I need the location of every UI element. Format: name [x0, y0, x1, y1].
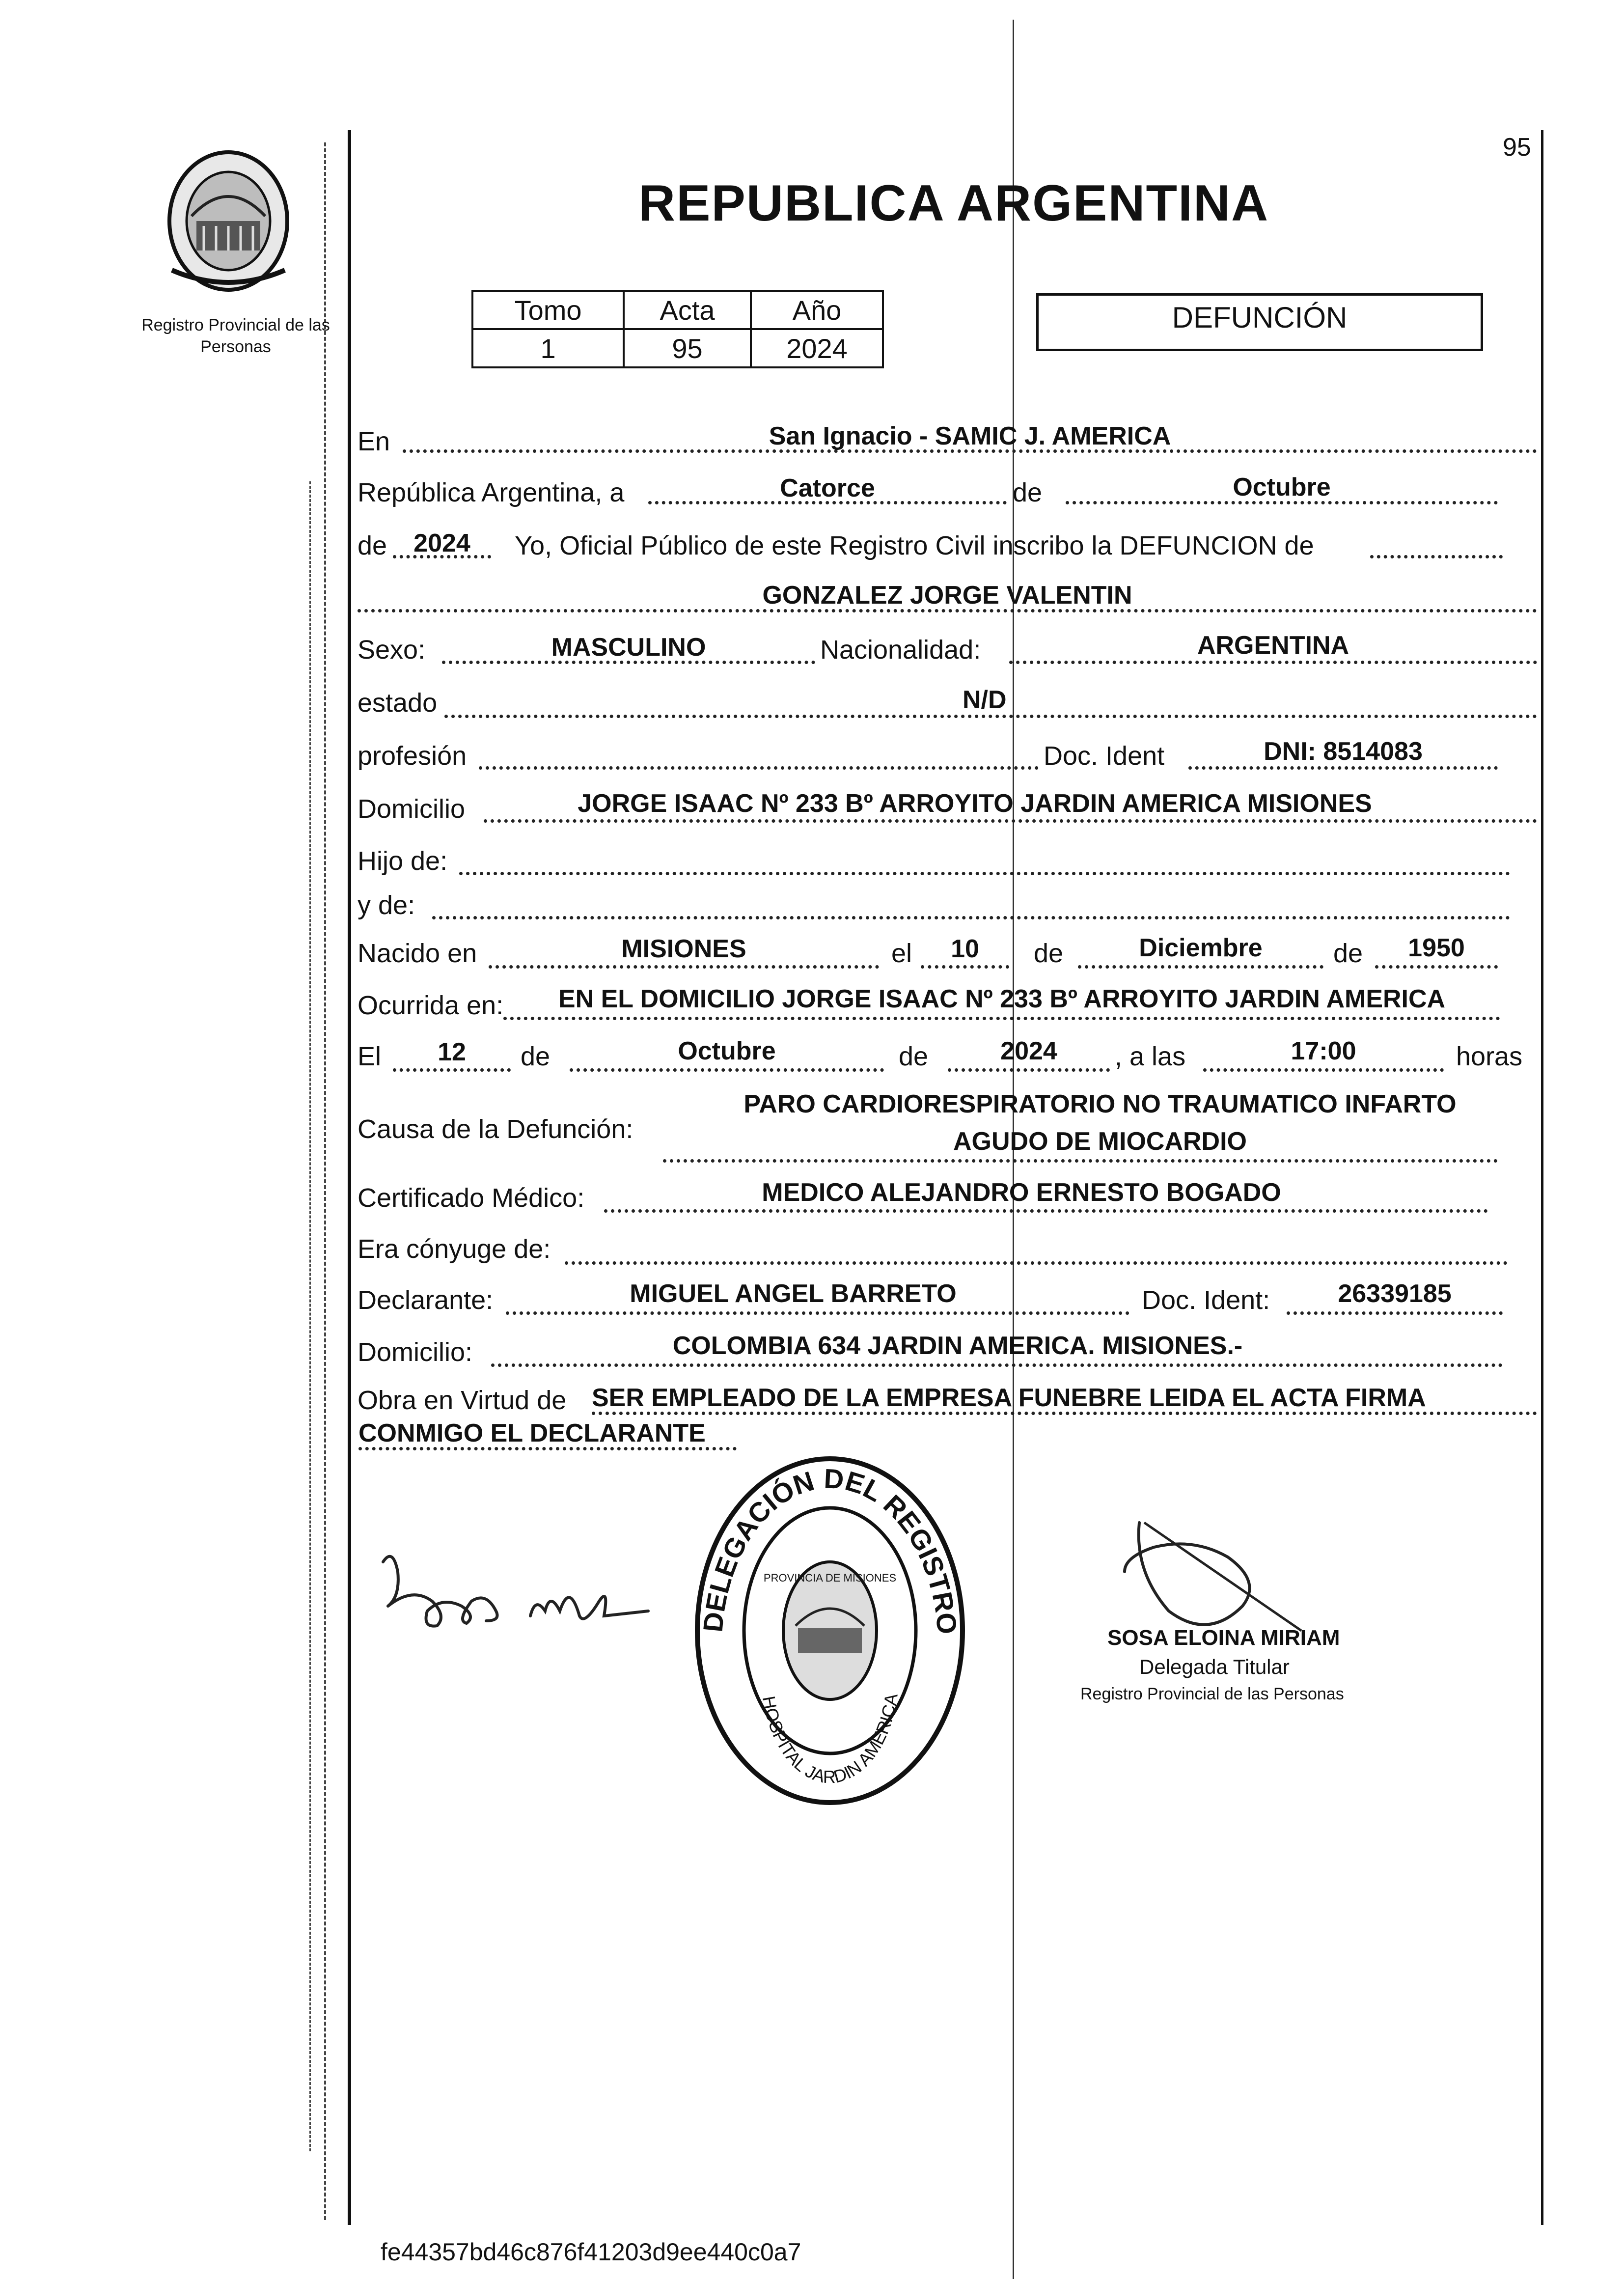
label-en: En	[358, 427, 390, 456]
label-declarante: Declarante:	[358, 1285, 494, 1315]
value-nombre: GONZALEZ JORGE VALENTIN	[762, 581, 1132, 610]
dots-obra-1	[592, 1412, 1537, 1415]
label-doc-ident: Doc. Ident	[1044, 741, 1165, 771]
label-causa: Causa de la Defunción:	[358, 1114, 633, 1144]
label-certificado: Certificado Médico:	[358, 1183, 585, 1213]
value-def-dia: 12	[438, 1038, 466, 1066]
value-obra-2: CONMIGO EL DECLARANTE	[358, 1419, 706, 1447]
dots-nac-anio	[1375, 965, 1498, 969]
declarant-signature	[373, 1542, 658, 1640]
label-de-def-anio: de	[899, 1042, 929, 1071]
label-conyuge: Era cónyuge de:	[358, 1234, 551, 1264]
value-nacido-en: MISIONES	[621, 935, 746, 963]
label-de-nac-mes: de	[1034, 939, 1064, 968]
dots-estado	[444, 715, 1537, 718]
dots-lugar-nac	[489, 965, 879, 969]
label-de-nac-anio: de	[1333, 939, 1363, 968]
value-def-hora: 17:00	[1291, 1037, 1356, 1065]
value-ocurrida-en: EN EL DOMICILIO JORGE ISAAC Nº 233 Bº ARROYITO JARDIN AMERICA	[558, 985, 1446, 1013]
dots-conyuge	[565, 1261, 1508, 1265]
label-profesion: profesión	[358, 741, 467, 771]
label-de-mes: de	[1013, 478, 1043, 507]
acta-header-anio: Año	[751, 291, 883, 329]
value-declarante: MIGUEL ANGEL BARRETO	[630, 1279, 957, 1308]
registry-name: Registro Provincial de las Personas	[141, 316, 330, 356]
label-y-de: y de:	[358, 890, 415, 920]
value-sexo: MASCULINO	[551, 633, 706, 662]
dots-declarante-doc	[1287, 1311, 1503, 1315]
label-nacido-en: Nacido en	[358, 939, 477, 968]
label-el-2: El	[358, 1042, 382, 1071]
right-margin-line	[1541, 130, 1543, 2225]
value-def-mes: Octubre	[678, 1037, 776, 1065]
official-name: SOSA ELOINA MIRIAM	[1107, 1626, 1340, 1650]
stamp-outer-text: DELEGACIÓN DEL REGISTRO	[697, 1463, 963, 1636]
value-declarante-doc: 26339185	[1338, 1279, 1452, 1308]
dots-declarante	[506, 1311, 1129, 1315]
value-domicilio: JORGE ISAAC Nº 233 Bº ARROYITO JARDIN AMERICA MISIONES	[578, 789, 1372, 818]
value-nac-anio: 1950	[1408, 934, 1465, 962]
dots-nac-dia	[921, 965, 1009, 969]
dots-y-de	[432, 916, 1510, 919]
value-nacionalidad: ARGENTINA	[1197, 631, 1349, 660]
dots-nacionalidad	[1009, 661, 1537, 664]
perforation-1	[324, 142, 326, 2220]
perforation-2	[309, 481, 311, 2151]
dots-certificado	[604, 1209, 1488, 1213]
left-margin-line	[348, 130, 351, 2225]
dots-def-anio	[948, 1068, 1110, 1072]
value-dni: DNI: 8514083	[1264, 737, 1423, 766]
value-dia: Catorce	[780, 474, 875, 502]
acta-table	[471, 290, 884, 368]
label-de-def-mes: de	[521, 1042, 551, 1071]
dots-nac-mes	[1078, 965, 1323, 969]
dots-profesion	[479, 766, 1039, 770]
province-seal-logo	[162, 147, 295, 295]
record-type: DEFUNCIÓN	[1172, 301, 1348, 334]
official-role: Delegada Titular	[1139, 1655, 1290, 1678]
value-obra-1: SER EMPLEADO DE LA EMPRESA FUNEBRE LEIDA EL ACTA FIRMA	[592, 1384, 1426, 1412]
value-declarante-domicilio: COLOMBIA 634 JARDIN AMERICA. MISIONES.-	[672, 1332, 1243, 1360]
dots-def-mes	[570, 1068, 884, 1072]
dots-dni	[1188, 766, 1498, 770]
stamp-inner-seal: PROVINCIA DE MISIONES	[763, 1572, 897, 1584]
value-def-anio: 2024	[1000, 1037, 1057, 1065]
dots-obra-2	[358, 1447, 737, 1450]
value-nac-dia: 10	[951, 935, 979, 963]
value-lugar: San Ignacio - SAMIC J. AMERICA	[769, 422, 1171, 450]
stamp-inner-text: HOSPITAL JARDIN AMERICA	[758, 1692, 902, 1787]
label-de-anio: de	[358, 531, 387, 560]
label-nacionalidad: Nacionalidad:	[820, 635, 981, 665]
label-obra: Obra en Virtud de	[358, 1386, 567, 1415]
label-domicilio: Domicilio	[358, 794, 466, 824]
label-domicilio-2: Domicilio:	[358, 1337, 473, 1367]
dots-causa	[663, 1159, 1498, 1163]
dots-extra	[1370, 555, 1503, 558]
dots-domicilio-2	[491, 1363, 1503, 1367]
value-causa-1: PARO CARDIORESPIRATORIO NO TRAUMATICO INFARTO	[743, 1090, 1457, 1118]
acta-value-acta: 95	[624, 329, 751, 367]
document-hash: fe44357bd46c876f41203d9ee440c0a7	[381, 2238, 801, 2266]
label-sexo: Sexo:	[358, 635, 426, 665]
page-title: REPUBLICA ARGENTINA	[638, 175, 1269, 232]
label-estado: estado	[358, 688, 438, 718]
label-hijo-de: Hijo de:	[358, 846, 448, 876]
value-mes: Octubre	[1233, 473, 1331, 501]
official-org: Registro Provincial de las Personas	[1080, 1685, 1344, 1703]
label-el: el	[891, 939, 912, 968]
acta-header-acta: Acta	[624, 291, 751, 329]
acta-header-tomo: Tomo	[472, 291, 624, 329]
value-causa-2: AGUDO DE MIOCARDIO	[953, 1127, 1247, 1156]
value-anio: 2024	[413, 529, 470, 557]
value-estado: N/D	[963, 686, 1007, 714]
dots-ocurrida	[503, 1017, 1500, 1020]
acta-value-anio: 2024	[751, 329, 883, 367]
registry-stamp	[688, 1449, 972, 1812]
value-nac-mes: Diciembre	[1139, 934, 1263, 962]
value-certificado: MEDICO ALEJANDRO ERNESTO BOGADO	[762, 1178, 1281, 1207]
label-a-las: , a las	[1115, 1042, 1186, 1071]
svg-text:HOSPITAL JARDIN AMERICA	[759, 1692, 902, 1787]
label-republica: República Argentina, a	[358, 478, 625, 507]
page-number: 95	[1503, 133, 1531, 162]
label-yo-oficial: Yo, Oficial Público de este Registro Civil inscribo la DEFUNCION de	[515, 531, 1314, 560]
dots-domicilio	[484, 819, 1537, 823]
label-horas: horas	[1456, 1042, 1523, 1071]
label-ocurrida-en: Ocurrida en:	[358, 991, 504, 1020]
dots-hijo-de	[459, 872, 1510, 875]
dots-def-dia	[393, 1068, 511, 1072]
dots-hora	[1203, 1068, 1444, 1072]
label-doc-ident-2: Doc. Ident:	[1142, 1285, 1270, 1315]
acta-value-tomo: 1	[472, 329, 624, 367]
official-signature	[1095, 1513, 1350, 1640]
